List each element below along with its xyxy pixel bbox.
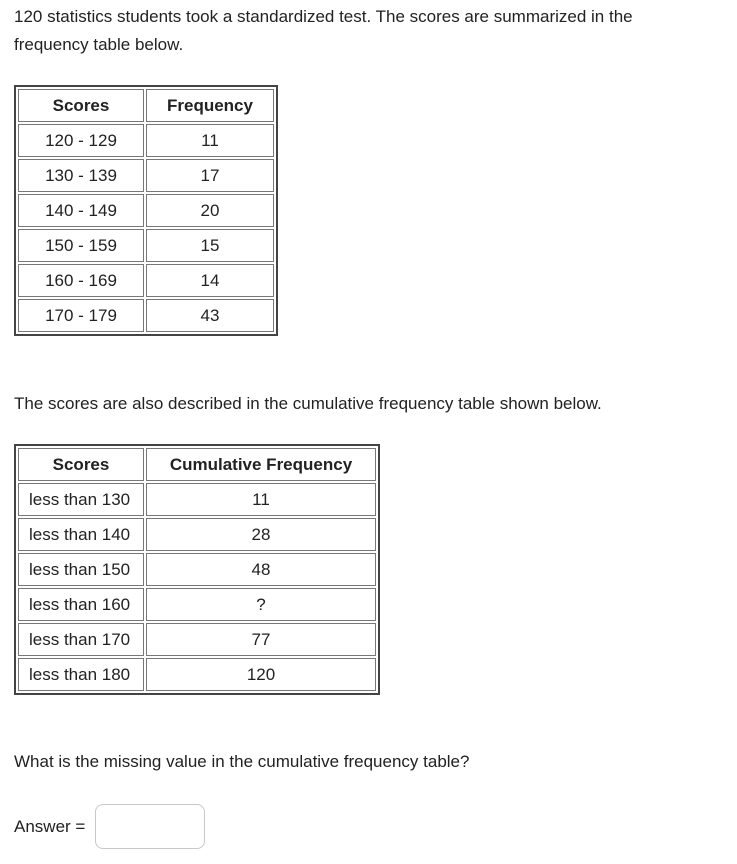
table-row: [18, 124, 274, 157]
table-row: [18, 264, 274, 297]
table-header-row: [18, 89, 274, 122]
score-range-cell: 120 - 129: [18, 124, 144, 157]
table-row: [18, 588, 376, 621]
score-bound-cell: less than 140: [18, 518, 144, 551]
table-row: [18, 194, 274, 227]
score-range-cell: 140 - 149: [18, 194, 144, 227]
table-row: [18, 553, 376, 586]
header-scores: Scores: [18, 89, 144, 122]
table-row: [18, 229, 274, 262]
table-header-row: [18, 448, 376, 481]
header-scores: Scores: [18, 448, 144, 481]
score-range-cell: 170 - 179: [18, 299, 144, 332]
frequency-cell: 17: [146, 159, 274, 192]
answer-label: Answer =: [14, 817, 86, 836]
score-range-cell: 150 - 159: [18, 229, 144, 262]
score-bound-cell: less than 170: [18, 623, 144, 656]
table-row: [18, 299, 274, 332]
table-row: [18, 159, 274, 192]
frequency-cell: 20: [146, 194, 274, 227]
frequency-cell: 11: [146, 124, 274, 157]
question-paragraph: What is the missing value in the cumulative frequency table?: [14, 752, 470, 771]
score-bound-cell: less than 130: [18, 483, 144, 516]
frequency-cell: 15: [146, 229, 274, 262]
cumulative-frequency-cell: 120: [146, 658, 376, 691]
cumulative-frequency-cell: 48: [146, 553, 376, 586]
middle-paragraph: The scores are also described in the cumulative frequency table shown below.: [14, 394, 602, 413]
cumulative-frequency-cell: 28: [146, 518, 376, 551]
missing-value-cell: ?: [146, 588, 376, 621]
score-bound-cell: less than 160: [18, 588, 144, 621]
score-range-cell: 160 - 169: [18, 264, 144, 297]
cumulative-frequency-cell: 77: [146, 623, 376, 656]
header-cumulative-frequency: Cumulative Frequency: [146, 448, 376, 481]
score-bound-cell: less than 180: [18, 658, 144, 691]
frequency-cell: 43: [146, 299, 274, 332]
cumulative-frequency-cell: 11: [146, 483, 376, 516]
answer-input[interactable]: [95, 804, 205, 849]
frequency-cell: 14: [146, 264, 274, 297]
table-row: [18, 483, 376, 516]
score-range-cell: 130 - 139: [18, 159, 144, 192]
intro-paragraph: 120 statistics students took a standardized test. The scores are summarized in the frequency table below.: [14, 7, 633, 54]
header-frequency: Frequency: [146, 89, 274, 122]
frequency-table: [14, 85, 278, 336]
table-row: [18, 658, 376, 691]
score-bound-cell: less than 150: [18, 553, 144, 586]
table-row: [18, 518, 376, 551]
table-row: [18, 623, 376, 656]
cumulative-frequency-table: [14, 444, 380, 695]
